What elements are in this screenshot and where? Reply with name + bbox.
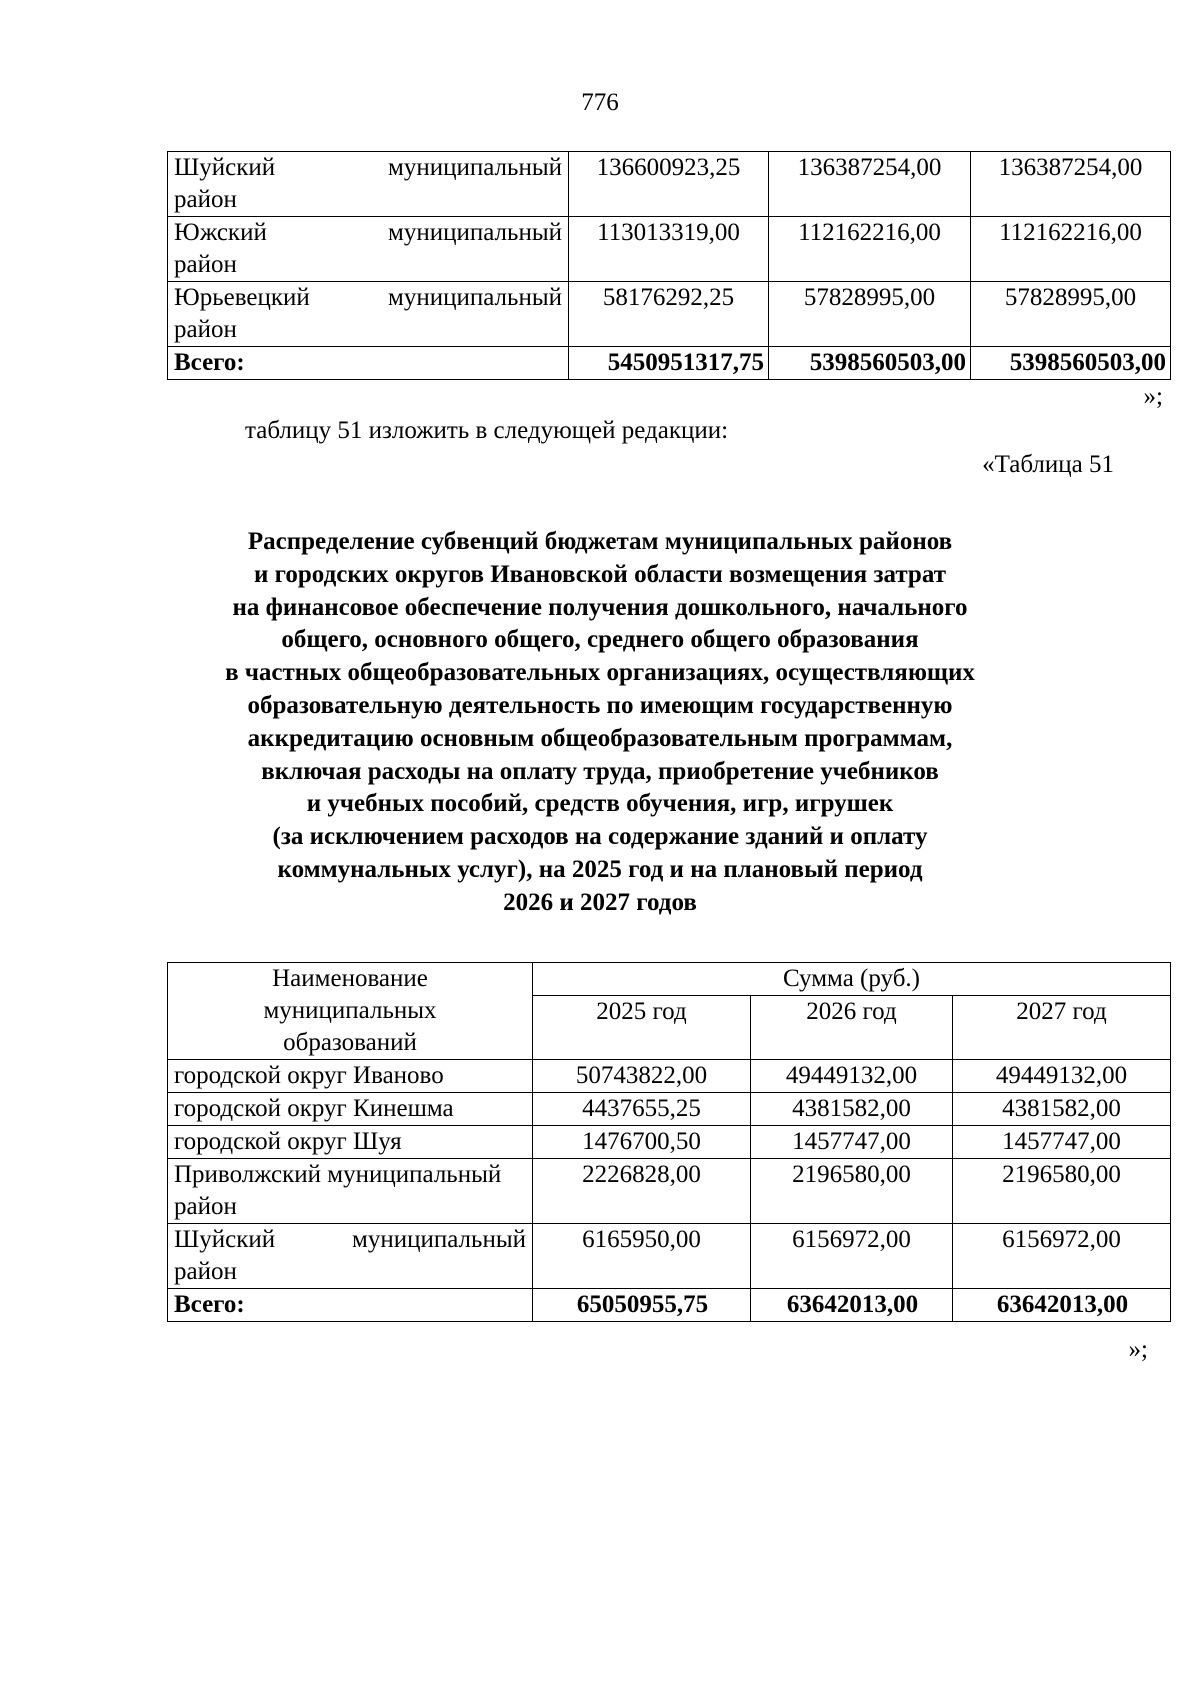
table-row (168, 217, 1171, 282)
value-2026: 49449132,00 (751, 1060, 953, 1093)
name-cell: Южский муниципальный район (168, 217, 569, 282)
value-2025: 2226828,00 (533, 1159, 751, 1224)
value-2025: 113013319,00 (569, 217, 769, 282)
name-cell: городской округ Кинешма (168, 1093, 533, 1126)
name-cell: Приволжский муниципальный район (168, 1159, 533, 1224)
table-row (168, 152, 1171, 217)
total-2025: 5450951317,75 (569, 347, 769, 380)
value-2025: 58176292,25 (569, 282, 769, 347)
header-row (168, 963, 1171, 996)
value-2027: 57828995,00 (971, 282, 1171, 347)
value-2025: 6165950,00 (533, 1224, 751, 1289)
value-2027: 112162216,00 (971, 217, 1171, 282)
value-2027: 136387254,00 (971, 152, 1171, 217)
header-name: Наименование муниципальных образований (168, 963, 533, 1060)
name-cell: городской округ Иваново (168, 1060, 533, 1093)
value-2027: 49449132,00 (953, 1060, 1171, 1093)
value-2027: 6156972,00 (953, 1224, 1171, 1289)
table-row (168, 1159, 1171, 1224)
table-row (168, 1224, 1171, 1289)
total-2025: 65050955,75 (533, 1289, 751, 1322)
value-2026: 4381582,00 (751, 1093, 953, 1126)
value-2026: 136387254,00 (769, 152, 971, 217)
value-2026: 6156972,00 (751, 1224, 953, 1289)
value-2025: 50743822,00 (533, 1060, 751, 1093)
value-2027: 4381582,00 (953, 1093, 1171, 1126)
table-row (168, 1126, 1171, 1159)
header-2027: 2027 год (953, 996, 1171, 1060)
table-row (168, 1060, 1171, 1093)
name-cell: Шуйский муниципальный район (168, 1224, 533, 1289)
total-2026: 5398560503,00 (769, 347, 971, 380)
value-2026: 112162216,00 (769, 217, 971, 282)
name-cell: городской округ Шуя (168, 1126, 533, 1159)
total-label: Всего: (168, 1289, 533, 1322)
previous-table (167, 151, 1171, 380)
header-2026: 2026 год (751, 996, 953, 1060)
value-2025: 4437655,25 (533, 1093, 751, 1126)
value-2026: 2196580,00 (751, 1159, 953, 1224)
header-2025: 2025 год (533, 996, 751, 1060)
total-row (168, 347, 1171, 380)
total-2027: 5398560503,00 (971, 347, 1171, 380)
total-2027: 63642013,00 (953, 1289, 1171, 1322)
value-2025: 136600923,25 (569, 152, 769, 217)
value-2026: 57828995,00 (769, 282, 971, 347)
name-cell: Юрьевецкий муниципальный район (168, 282, 569, 347)
table-title: Распределение субвенций бюджетам муниципальных районов и городских округов Ивановской области возмещения затрат на финансовое обеспечение получения дошкольного, начального общего, основного общего, среднего общего образования в частных общеобразовательных организациях, осуществляющих образовательную деятельность по имеющим государственную аккредитацию основным общеобразовательным программам, включая расходы на оплату труда, приобретение учебников и учебных пособий, средств обучения, игр, игрушек (за исключением расходов на содержание зданий и оплату коммунальных услуг), на 2025 год и на плановый период 2026 и 2027 годов (225, 528, 975, 916)
value-2027: 2196580,00 (953, 1159, 1171, 1224)
instruction-text: таблицу 51 изложить в следующей редакции: (245, 417, 729, 444)
value-2027: 1457747,00 (953, 1126, 1171, 1159)
closing-quote: »; (1128, 1336, 1148, 1363)
total-row (168, 1289, 1171, 1322)
header-sum: Сумма (руб.) (533, 963, 1171, 996)
table-label: «Таблица 51 (982, 451, 1114, 478)
page-number: 776 (581, 89, 619, 116)
value-2026: 1457747,00 (751, 1126, 953, 1159)
table-row (168, 282, 1171, 347)
table-51 (167, 962, 1171, 1322)
table-row (168, 1093, 1171, 1126)
closing-quote: »; (1143, 383, 1163, 410)
name-cell: Шуйский муниципальный район (168, 152, 569, 217)
value-2025: 1476700,50 (533, 1126, 751, 1159)
total-label: Всего: (168, 347, 569, 380)
total-2026: 63642013,00 (751, 1289, 953, 1322)
